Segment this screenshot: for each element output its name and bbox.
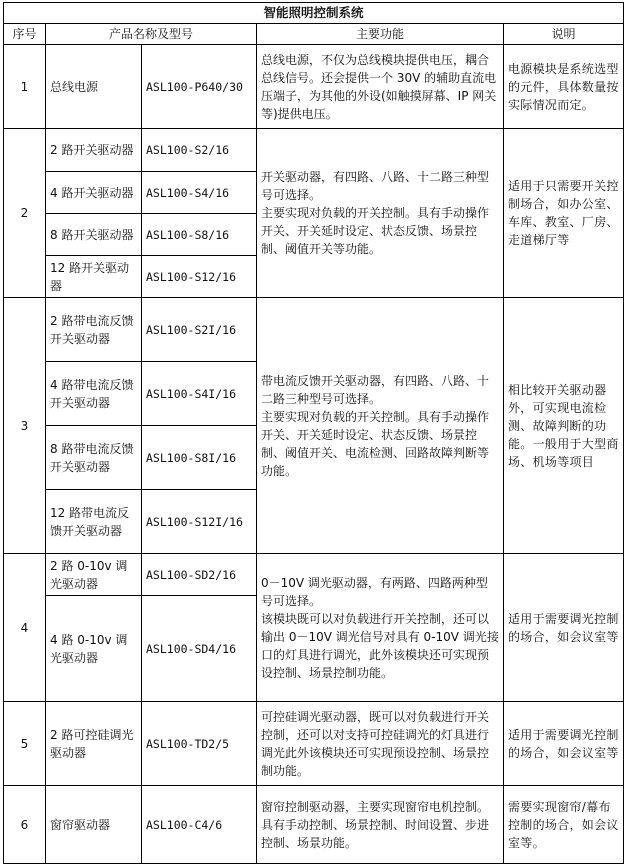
function-paragraph: 可控硅调光驱动器，既可以对负载进行开关控制，还可以对支持可控硅调光的灯具进行调光此外该模块还可实现预设控制、场景控制功能。	[261, 709, 490, 778]
note: 相比较开关驱动器外，可实现电流检测、故障判断的功能。一般用于大型商场、机场等项目	[504, 298, 624, 554]
table-row	[4, 45, 624, 129]
table-row	[4, 129, 624, 172]
table-title-row	[4, 3, 624, 24]
product-model: ASL100-S4/16	[142, 172, 257, 214]
main-function	[257, 298, 504, 554]
function-paragraph: 开关驱动器，有四路、八路、十二路三种型号可选择。	[261, 170, 490, 202]
product-model: ASL100-SD4/16	[142, 596, 257, 702]
spec-sheet	[3, 2, 623, 864]
note: 需要实现窗帘/幕布控制的场合，如会议室等。	[504, 786, 624, 864]
header-product: 产品名称及型号	[46, 24, 257, 45]
row-number: 1	[4, 45, 46, 129]
table-row	[4, 702, 624, 786]
product-model: ASL100-TD2/5	[142, 702, 257, 786]
product-name: 窗帘驱动器	[46, 786, 142, 864]
function-paragraph: 该模块既可以对负载进行开关控制，还可以输出 0－10V 调光信号对具有 0-10V 调光接口的灯具进行调光，此外该模块还可实现预设控制、场景控制功能。	[261, 611, 499, 680]
product-model: ASL100-S2/16	[142, 129, 257, 172]
function-paragraph: 主要实现对负载的开关控制。具有手动操作开关、开关延时设定、状态反馈、场景控制、阈值开关等功能。	[261, 206, 490, 256]
table-title: 智能照明控制系统	[4, 3, 624, 24]
product-name: 12 路开关驱动器	[46, 256, 142, 298]
product-model: ASL100-S12I/16	[142, 490, 257, 554]
product-model: ASL100-S4I/16	[142, 362, 257, 426]
product-name: 2 路开关驱动器	[46, 129, 142, 172]
product-model: ASL100-P640/30	[142, 45, 257, 129]
function-paragraph: 窗帘控制驱动器，主要实现窗帘电机控制。具有手动控制、场景控制、时间设置、步进控制、场景功能。	[261, 799, 490, 850]
table-body	[4, 45, 624, 864]
note: 适用于需要调光控制的场合，如会议室等	[504, 554, 624, 702]
table-row	[4, 786, 624, 864]
product-name: 8 路开关驱动器	[46, 214, 142, 256]
product-name: 12 路带电流反馈开关驱动器	[46, 490, 142, 554]
product-name: 总线电源	[46, 45, 142, 129]
row-number: 2	[4, 129, 46, 298]
product-model: ASL100-C4/6	[142, 786, 257, 864]
product-name: 4 路开关驱动器	[46, 172, 142, 214]
main-function	[257, 702, 504, 786]
function-paragraph: 主要实现对负载的开关控制。具有手动操作开关、开关延时设定、状态反馈、场景控制、阈值开关、电流检测、回路故障判断等功能。	[261, 409, 490, 478]
product-name: 4 路 0-10v 调光驱动器	[46, 596, 142, 702]
product-spec-table	[3, 2, 624, 864]
table-row	[4, 298, 624, 362]
note: 适用于需要调光控制的场合，如会议室等	[504, 702, 624, 786]
note: 电源模块是系统选型的元件，具体数量按实际情况而定。	[504, 45, 624, 129]
product-name: 2 路可控硅调光驱动器	[46, 702, 142, 786]
note: 适用于只需要开关控制场合，如办公室、车库、教室、厂房、走道梯厅等	[504, 129, 624, 298]
product-model: ASL100-S2I/16	[142, 298, 257, 362]
function-paragraph: 总线电源，不仅为总线模块提供电压，耦合总线信号。还会提供一个 30V 的辅助直流电压端子，为其他的外设(如触摸屏幕、IP 网关等)提供电压。	[261, 52, 497, 121]
row-number: 3	[4, 298, 46, 554]
row-number: 4	[4, 554, 46, 702]
product-model: ASL100-S12/16	[142, 256, 257, 298]
product-name: 2 路 0-10v 调光驱动器	[46, 554, 142, 596]
product-name: 4 路带电流反馈开关驱动器	[46, 362, 142, 426]
product-name: 8 路带电流反馈开关驱动器	[46, 426, 142, 490]
product-model: ASL100-SD2/16	[142, 554, 257, 596]
main-function	[257, 554, 504, 702]
row-number: 6	[4, 786, 46, 864]
function-paragraph: 带电流反馈开关驱动器，有四路、八路、十二路三种型号可选择。	[261, 373, 490, 406]
header-no: 序号	[4, 24, 46, 45]
main-function	[257, 786, 504, 864]
main-function	[257, 129, 504, 298]
product-name: 2 路带电流反馈开关驱动器	[46, 298, 142, 362]
table-header-row	[4, 24, 624, 45]
row-number: 5	[4, 702, 46, 786]
product-model: ASL100-S8I/16	[142, 426, 257, 490]
table-row	[4, 554, 624, 596]
function-paragraph: 0－10V 调光驱动器，有两路、四路两种型号可选择。	[261, 575, 488, 608]
header-note: 说明	[504, 24, 624, 45]
product-model: ASL100-S8/16	[142, 214, 257, 256]
main-function	[257, 45, 504, 129]
header-function: 主要功能	[257, 24, 504, 45]
